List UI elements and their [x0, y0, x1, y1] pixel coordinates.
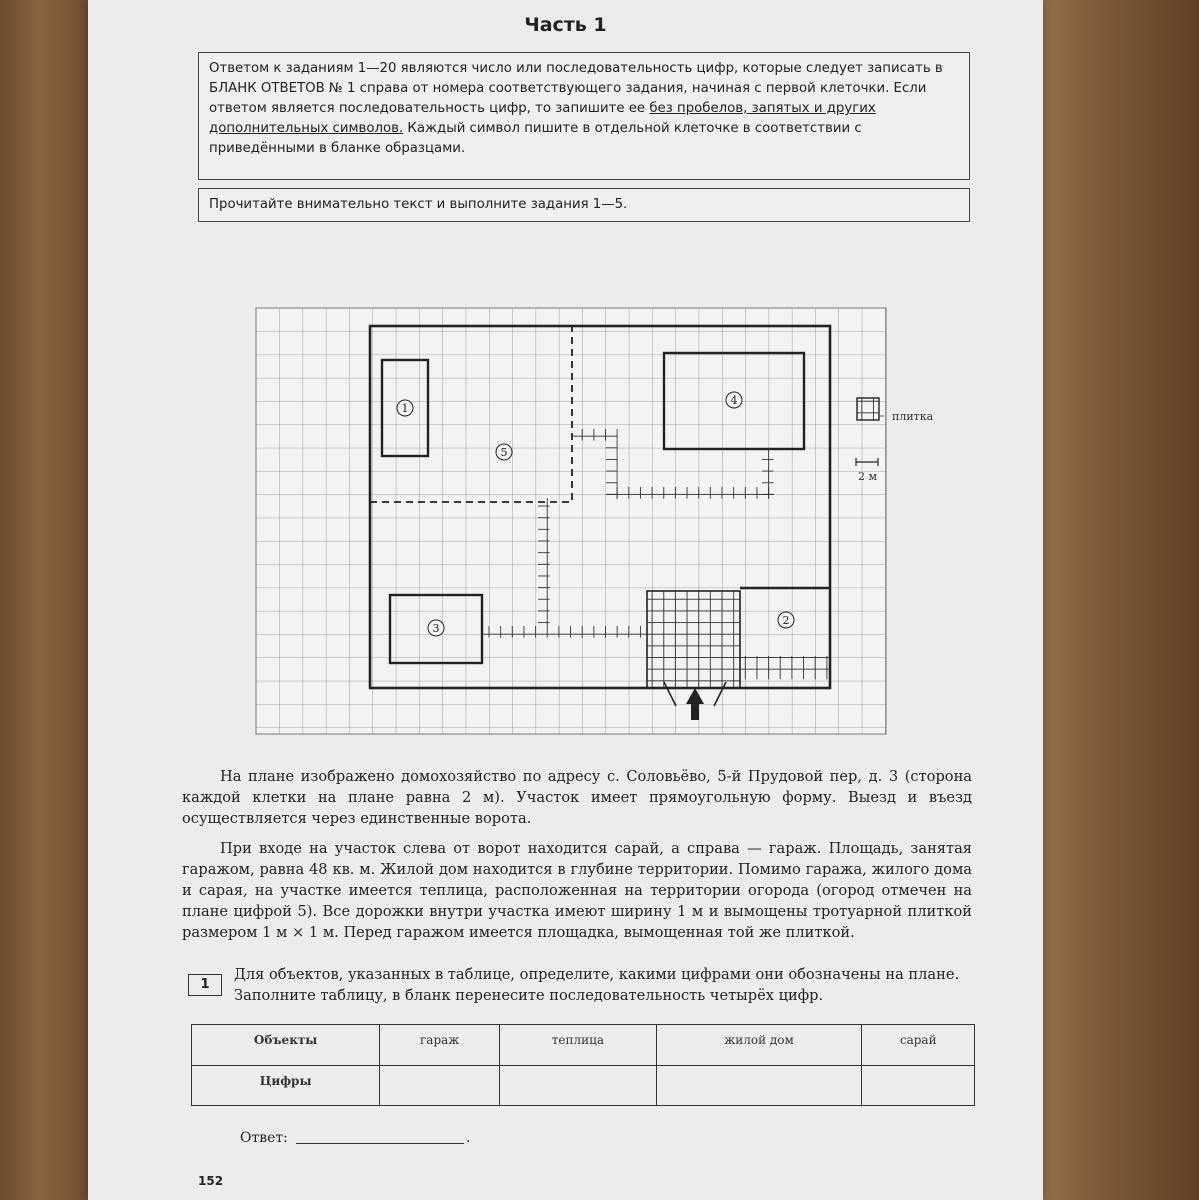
read-prompt-box [198, 188, 970, 222]
table-row [192, 1025, 975, 1066]
legend-scale-label: 2 м [858, 470, 878, 483]
label-3: 3 [432, 622, 440, 635]
instructions-box [198, 52, 970, 180]
table-header-digits: Цифры [192, 1065, 380, 1106]
table-cell-object: жилой дом [656, 1025, 862, 1066]
instructions-underlined: без пробелов, запятых и других дополнительных символов. [209, 101, 876, 136]
instructions-text-2: Каждый символ пишите в отдельной клеточке в соответствии с приведёнными в бланке образцами. [209, 121, 862, 156]
page-number: 152 [198, 1174, 224, 1188]
answer-dot: . [466, 1130, 471, 1146]
legend-tile-icon [857, 398, 879, 420]
task-number: 1 [188, 974, 222, 996]
instructions-text: Ответом к заданиям 1—20 являются число или последовательность цифр, которые следует записать в БЛАНК ОТВЕТОВ № 1 справа от номера соответствующего задания, начиная с первой клеточки. Если ответом является последовательность цифр, то запишите ее [209, 61, 943, 116]
task-text: Для объектов, указанных в таблице, определите, какими цифрами они обозначены на плане. Заполните таблицу, в бланк перенесите последовательность четырёх цифр. [234, 966, 960, 1004]
tiled-area [647, 591, 740, 688]
table-cell-object: сарай [862, 1025, 975, 1066]
page-title: Часть 1 [524, 14, 607, 36]
digit-cell[interactable] [380, 1065, 500, 1106]
path-tiles [572, 429, 607, 441]
read-prompt-text: Прочитайте внимательно текст и выполните задания 1—5. [209, 197, 628, 212]
answer-label: Ответ: [240, 1130, 288, 1146]
table-row [192, 1065, 975, 1106]
site-plan [256, 308, 934, 734]
label-4: 4 [730, 394, 738, 407]
table-cell-object: гараж [380, 1025, 500, 1066]
table-header-objects: Объекты [192, 1025, 380, 1066]
site-description: При входе на участок слева от ворот находится сарай, а справа — гараж. Площадь, занятая гаражом, равна 48 кв. м. Жилой дом находится в глубине территории. Помимо гаража, жилого дома и сарая, на участке имеется теплица, расположенная на территории огорода (огород отмечен на плане цифрой 5). Все дорожки внутри участка имеют ширину 1 м и вымощены тротуарной плиткой размером 1 м × 1 м. Перед гаражом имеется площадка, вымощенная той же плиткой. [182, 840, 972, 941]
digit-cell[interactable] [862, 1065, 975, 1106]
plan-description: На плане изображено домохозяйство по адресу с. Соловьёво, 5-й Прудовой пер, д. 3 (сторона каждой клетки на плане равна 2 м). Участок имеет прямоугольную форму. Выезд и въезд осуществляется через единственные ворота. [182, 768, 972, 827]
digit-cell[interactable] [500, 1065, 656, 1106]
answer-field[interactable] [296, 1143, 464, 1144]
label-5: 5 [500, 446, 508, 459]
legend-tile-label: плитка [892, 410, 934, 423]
answer-table [191, 1024, 975, 1106]
label-1: 1 [401, 402, 409, 415]
table-cell-object: теплица [500, 1025, 656, 1066]
digit-cell[interactable] [656, 1065, 862, 1106]
label-2: 2 [782, 614, 790, 627]
exam-sheet [88, 0, 1043, 1200]
